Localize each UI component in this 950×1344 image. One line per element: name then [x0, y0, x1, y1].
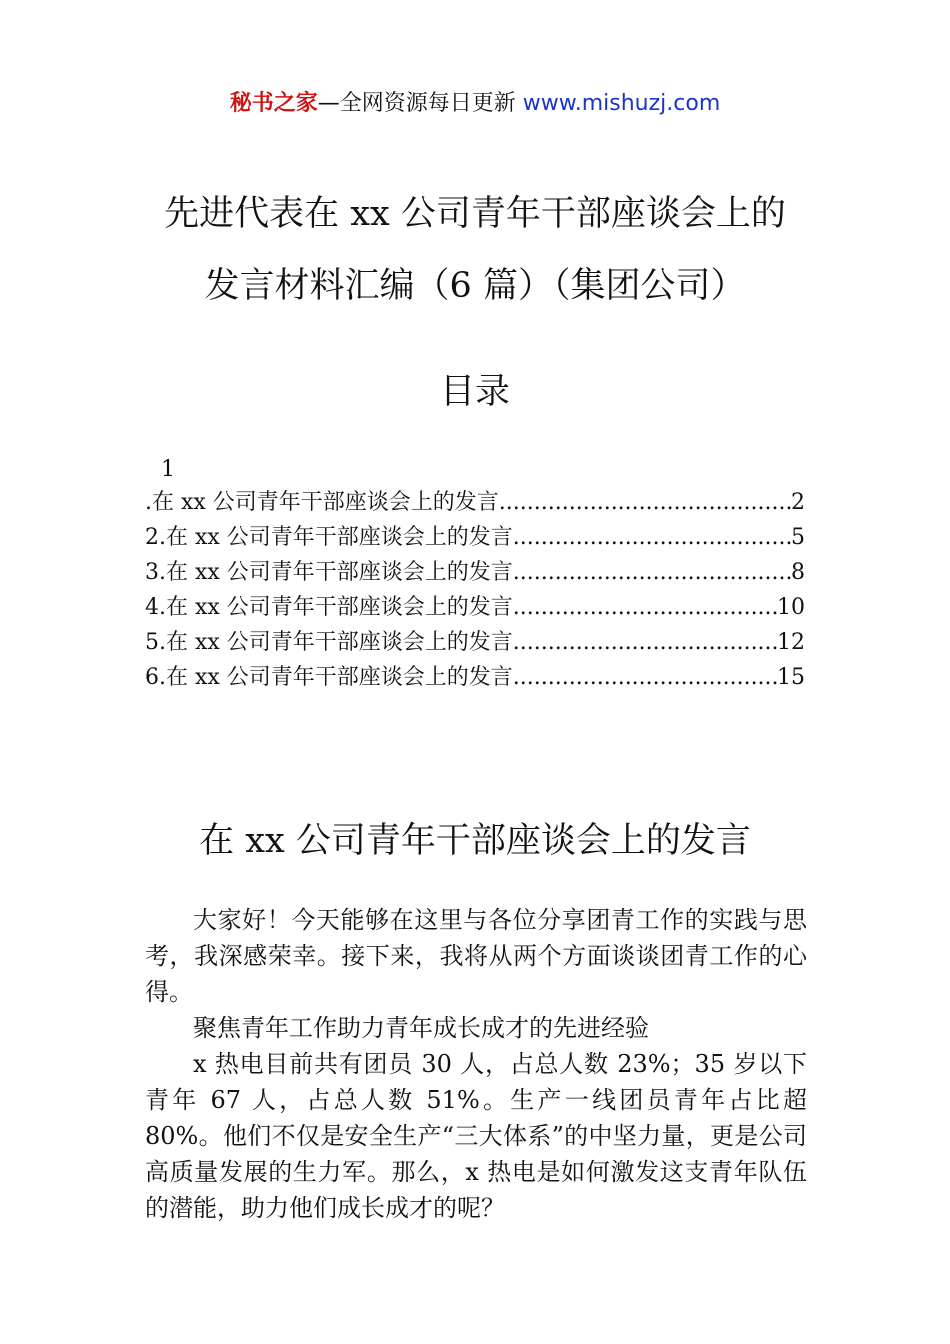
toc-leader-dots [513, 590, 777, 625]
toc-entry-page: 10 [777, 595, 805, 620]
site-header [0, 88, 950, 120]
toc-entry-label: 3.在 xx 公司青年干部座谈会上的发言 [145, 560, 513, 585]
toc-entry-page: 5 [791, 525, 805, 550]
toc-entry-label: 4.在 xx 公司青年干部座谈会上的发言 [145, 595, 513, 620]
toc-leader-dots [499, 485, 791, 520]
toc-entry-label: 5.在 xx 公司青年干部座谈会上的发言 [145, 630, 513, 655]
site-url-link[interactable]: www.mishuzj.com [522, 91, 721, 116]
toc-leader-dots [513, 520, 791, 555]
toc-entry-label: .在 xx 公司青年干部座谈会上的发言 [145, 490, 499, 515]
toc-first-number: 1 [161, 457, 175, 482]
toc-entry[interactable] [145, 660, 805, 695]
toc-entry[interactable] [145, 520, 805, 555]
toc-entry-label: 2.在 xx 公司青年干部座谈会上的发言 [145, 525, 513, 550]
toc-entry[interactable] [145, 485, 805, 520]
toc-entry-page: 12 [777, 630, 805, 655]
toc-leader-dots [513, 625, 777, 660]
body-paragraph: x 热电目前共有团员 30 人，占总人数 23%；35 岁以下青年 67 人，占总人数 51%。生产一线团员青年占比超 80%。他们不仅是安全生产“三大体系”的中坚力量，更是公司高质量发展的生力军。那么，x 热电是如何激发这支青年队伍的潜能，助力他们成长成才的呢？ [145, 1050, 807, 1222]
table-of-contents [145, 455, 805, 695]
toc-entry-page: 15 [777, 665, 805, 690]
toc-heading: 目录 [439, 372, 510, 412]
toc-entry[interactable] [145, 625, 805, 660]
document-title-line-1: 先进代表在 xx 公司青年干部座谈会上的 [164, 194, 786, 234]
toc-entry[interactable] [145, 555, 805, 590]
site-brand: 秘书之家 [229, 91, 318, 116]
section-title: 在 xx 公司青年干部座谈会上的发言 [199, 821, 751, 861]
body-subheading: 聚焦青年工作助力青年成长成才的先进经验 [193, 1014, 649, 1042]
site-tagline: —全网资源每日更新 [317, 91, 523, 116]
toc-entry-page: 2 [791, 490, 805, 515]
section-body [145, 902, 807, 1226]
toc-entry[interactable] [145, 590, 805, 625]
toc-leader-dots [513, 555, 791, 590]
toc-entry-label: 6.在 xx 公司青年干部座谈会上的发言 [145, 665, 513, 690]
body-paragraph: 大家好！今天能够在这里与各位分享团青工作的实践与思考，我深感荣幸。接下来，我将从两个方面谈谈团青工作的心得。 [145, 906, 807, 1006]
document-title-line-2: 发言材料汇编（6 篇）（集团公司） [204, 266, 746, 306]
toc-leader-dots [513, 660, 777, 695]
toc-entry-page: 8 [791, 560, 805, 585]
